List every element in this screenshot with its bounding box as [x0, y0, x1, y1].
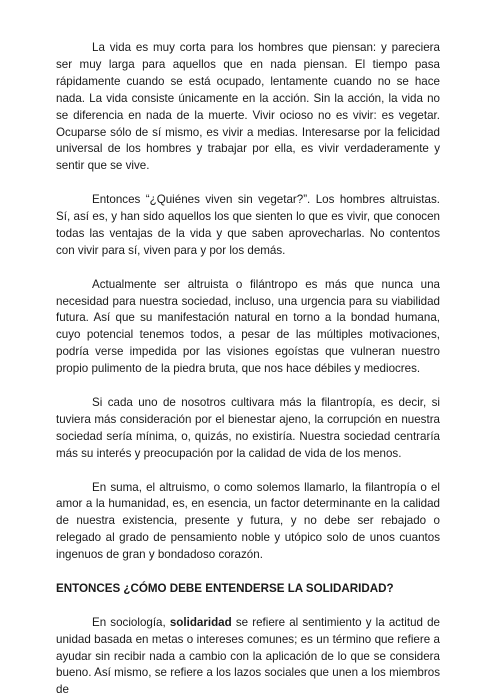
solidaridad-term: solidaridad [169, 615, 232, 629]
document-page [56, 40, 440, 699]
paragraph-sociologia [56, 615, 440, 699]
paragraph-actualmente: Actualmente ser altruista o filántropo es más que nunca una necesidad para nuestra sociedad, incluso, una urgencia para su viabilidad futura. Así que su manifestación natural en torno a la bondad humana, cuyo potencial tenemos todos, a pesar de las múltiples motivaciones, podría verse impedida por las visiones egoístas que vulneran nuestro propio pulimento de la piedra bruta, que nos hace débiles y mediocres. [56, 277, 440, 376]
sociologia-text-rest: se refiere al sentimiento y la actitud de unidad basada en metas o intereses comunes; es un término que refiere a ayudar sin recibir nada a cambio con la aplicación de lo que se considera bueno. Así mismo, se refiere a los lazos sociales que unen a los miembros de [56, 615, 440, 697]
paragraph-en-suma: En suma, el altruismo, o como solemos llamarlo, la filantropía o el amor a la humanidad, es, en esencia, un factor determinante en la calidad de nuestra existencia, presente y futura, y no debe ser rebajado o relegado al grado de pensamiento noble y utópico solo de unos cuantos ingenuos de gran y bondadoso corazón. [56, 480, 440, 562]
paragraph-filantropia: Si cada uno de nosotros cultivara más la filantropía, es decir, si tuviera más consideración por el bienestar ajeno, la corrupción en nuestra sociedad sería mínima, o, quizás, no existiría. Nuestra sociedad centraría más su interés y preocupación por la calidad de vida de los menos. [56, 395, 440, 460]
section-heading: ENTONCES ¿CÓMO DEBE ENTENDERSE LA SOLIDARIDAD? [56, 581, 394, 595]
paragraph-vida: La vida es muy corta para los hombres que piensan: y pareciera ser muy larga para aquellos que en nada piensan. El tiempo pasa rápidamente cuando se está ocupado, lentamente cuando no se hace nada. La vida consiste únicamente en la acción. Sin la acción, la vida no se diferencia en nada de la muerte. Vivir ocioso no es vivir: es vegetar. Ocuparse sólo de sí mismo, es vivir a medias. Interesarse por la felicidad universal de los hombres y trabajar por ella, es vivir verdaderamente y sentir que se vive. [56, 41, 440, 173]
paragraph-altruistas: Entonces “¿Quiénes viven sin vegetar?”. Los hombres altruistas. Sí, así es, y han sido aquellos los que sienten lo que es vivir, que conocen todas las ventajas de la vida y que saben aprovecharlas. No contentos con vivir para sí, viven para y por los demás. [56, 193, 440, 257]
sociologia-text-start: En sociología, [92, 615, 170, 629]
